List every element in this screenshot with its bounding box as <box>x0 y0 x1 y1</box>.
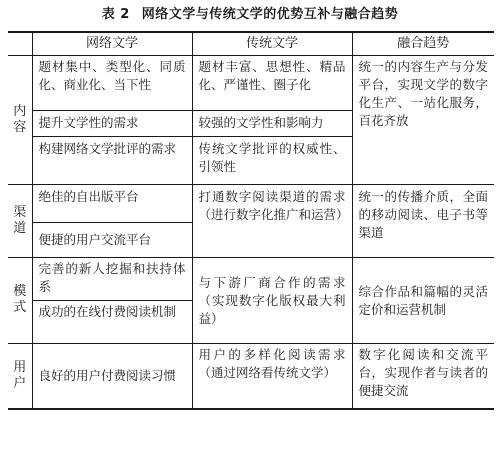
traditional-cell: 用户的多样化阅读需求（通过网络看传统文学） <box>192 344 352 410</box>
network-cell: 提升文学性的需求 <box>32 111 192 137</box>
table-title: 网络文学与传统文学的优势互补与融合趋势 <box>141 7 399 22</box>
table-number: 表 2 <box>101 7 130 22</box>
category-cell <box>8 344 32 410</box>
network-cell: 便捷的用户交流平台 <box>32 223 192 258</box>
header-corner <box>8 32 32 56</box>
network-cell: 构建网络文学批评的需求 <box>32 137 192 185</box>
header-traditional: 传统文学 <box>192 32 352 56</box>
header-network: 网络文学 <box>32 32 192 56</box>
traditional-cell: 与下游厂商合作的需求（实现数字化版权最大利益） <box>192 258 352 344</box>
traditional-cell: 打通数字阅读渠道的需求（进行数字化推广和运营） <box>192 185 352 258</box>
category-label: 模式 <box>13 284 27 315</box>
table-row <box>8 258 494 301</box>
traditional-cell: 题材丰富、思想性、精品化、严谨性、圈子化 <box>192 56 352 111</box>
category-label: 内容 <box>13 103 27 135</box>
network-cell: 完善的新人挖掘和扶持体系 <box>32 258 192 301</box>
table-row <box>8 185 494 223</box>
trend-cell: 统一的传播介质，全面的移动阅读、电子书等渠道 <box>352 185 494 258</box>
header-row <box>8 32 494 56</box>
table-row <box>8 344 494 410</box>
comparison-table <box>8 31 494 410</box>
header-trend: 融合趋势 <box>352 32 494 56</box>
network-cell: 成功的在线付费阅读机制 <box>32 301 192 344</box>
traditional-cell: 传统文学批评的权威性、引领性 <box>192 137 352 185</box>
network-cell: 绝佳的自出版平台 <box>32 185 192 223</box>
table-row <box>8 56 494 111</box>
traditional-cell: 较强的文学性和影响力 <box>192 111 352 137</box>
network-cell: 良好的用户付费阅读习惯 <box>32 344 192 410</box>
table-caption <box>0 0 500 30</box>
category-cell <box>8 56 32 185</box>
category-label: 用户 <box>13 359 27 391</box>
category-label: 渠道 <box>13 204 27 236</box>
trend-cell: 数字化阅读和交流平台，实现作者与读者的便捷交流 <box>352 344 494 410</box>
category-cell <box>8 185 32 258</box>
category-cell <box>8 258 32 344</box>
trend-cell: 综合作品和篇幅的灵活定价和运营机制 <box>352 258 494 344</box>
trend-cell: 统一的内容生产与分发平台，实现文学的数字化生产、一站化服务，百花齐放 <box>352 56 494 185</box>
network-cell: 题材集中、类型化、同质化、商业化、当下性 <box>32 56 192 111</box>
